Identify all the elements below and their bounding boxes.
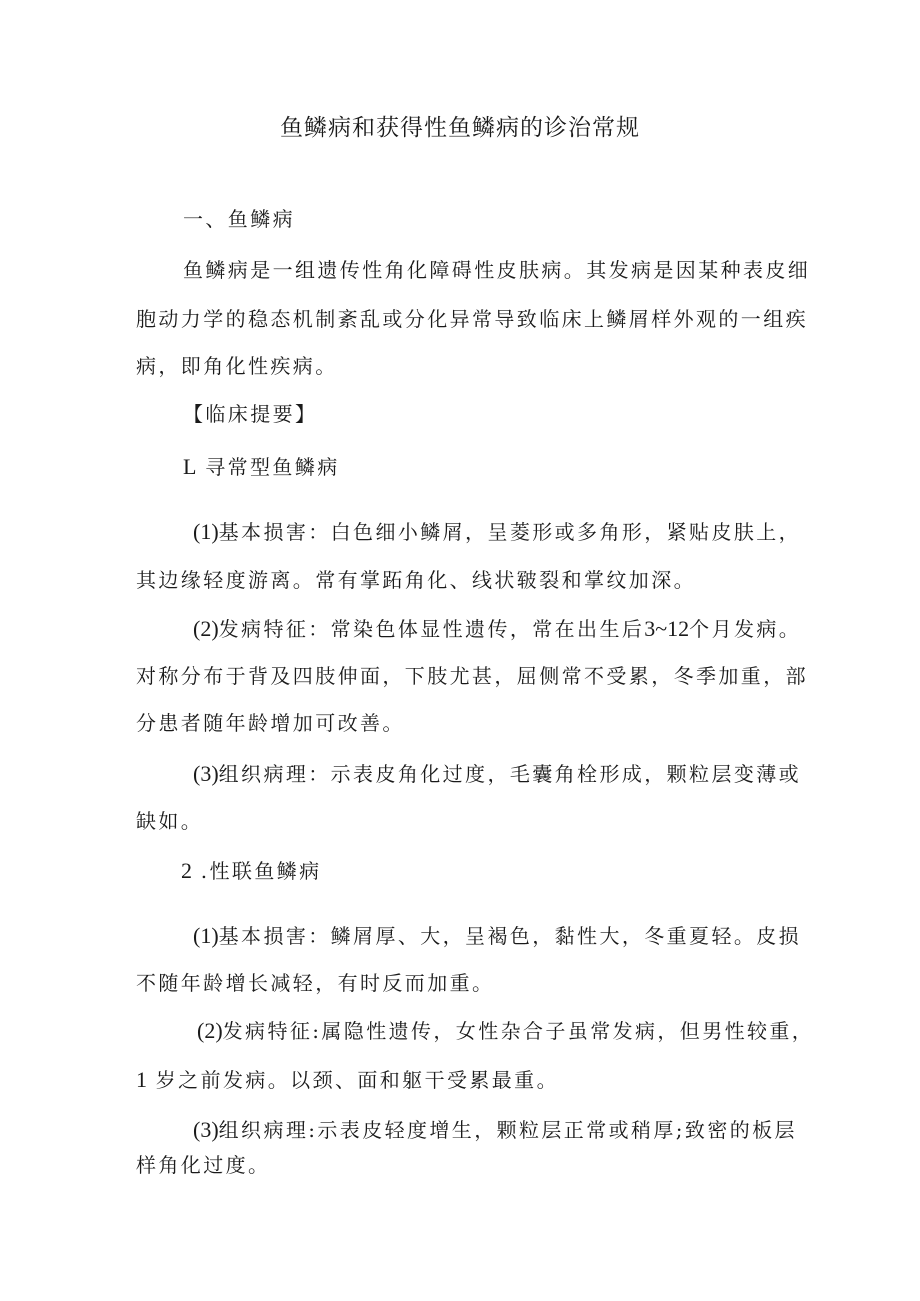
item-number: (3) bbox=[193, 1117, 219, 1142]
x-linked-item-2-line-2: 1 岁之前发病。以颈、面和躯干受累最重。 bbox=[136, 1067, 559, 1092]
age-number: 1 bbox=[136, 1067, 147, 1092]
item-number: (3) bbox=[193, 761, 219, 786]
vulgaris-item-2-line-1: (2)发病特征：常染色体显性遗传，常在出生后3~12个月发病。 bbox=[193, 616, 802, 641]
subsection-title: 寻常型鱼鳞病 bbox=[205, 455, 340, 479]
age-range: 3~12 bbox=[644, 616, 690, 641]
x-linked-item-1-line-1: (1)基本损害：鳞屑厚、大，呈褐色，黏性大，冬重夏轻。皮损 bbox=[193, 923, 802, 948]
vulgaris-item-3-line-2: 缺如。 bbox=[136, 809, 204, 833]
x-linked-item-3-line-2: 样角化过度。 bbox=[136, 1153, 271, 1177]
item-number: (1) bbox=[193, 923, 219, 948]
vulgaris-item-2-line-2: 对称分布于背及四肢伸面，下肢尤甚，屈侧常不受累，冬季加重，部 bbox=[136, 664, 808, 688]
x-linked-item-1-line-2: 不随年龄增长减轻，有时反而加重。 bbox=[136, 971, 495, 995]
section-heading-ichthyosis: 一、鱼鳞病 bbox=[183, 207, 295, 231]
clinical-summary-heading: 【临床提要】 bbox=[183, 402, 318, 426]
intro-line-3: 病，即角化性疾病。 bbox=[136, 354, 338, 378]
x-linked-item-2-line-1: (2)发病特征:属隐性遗传，女性杂合子虽常发病，但男性较重， bbox=[197, 1018, 815, 1043]
item-number: (2) bbox=[193, 616, 219, 641]
vulgaris-item-3-line-1: (3)组织病理：示表皮角化过度，毛囊角栓形成，颗粒层变薄或 bbox=[193, 761, 802, 786]
vulgaris-item-1-line-1: (1)基本损害：白色细小鳞屑，呈菱形或多角形，紧贴皮肤上， bbox=[193, 519, 802, 544]
vulgaris-item-2-line-3: 分患者随年龄增加可改善。 bbox=[136, 711, 405, 735]
document-title: 鱼鳞病和获得性鱼鳞病的诊治常规 bbox=[280, 115, 640, 141]
item-number: (1) bbox=[193, 519, 219, 544]
item-number: (2) bbox=[197, 1018, 223, 1043]
subsection-marker: L bbox=[183, 454, 197, 479]
x-linked-item-3-line-1: (3)组织病理:示表皮轻度增生，颗粒层正常或稍厚;致密的板层 bbox=[193, 1117, 797, 1142]
subsection-heading-vulgaris bbox=[183, 452, 340, 482]
subsection-heading-x-linked bbox=[181, 856, 322, 886]
vulgaris-item-1-line-2: 其边缘轻度游离。常有掌跖角化、线状皲裂和掌纹加深。 bbox=[136, 568, 696, 592]
subsection-marker: 2 bbox=[181, 858, 192, 883]
intro-line-2: 胞动力学的稳态机制紊乱或分化异常导致临床上鳞屑样外观的一组疾 bbox=[136, 307, 808, 331]
intro-line-1: 鱼鳞病是一组遗传性角化障碍性皮肤病。其发病是因某种表皮细 bbox=[183, 258, 811, 282]
subsection-title: .性联鱼鳞病 bbox=[200, 859, 322, 883]
